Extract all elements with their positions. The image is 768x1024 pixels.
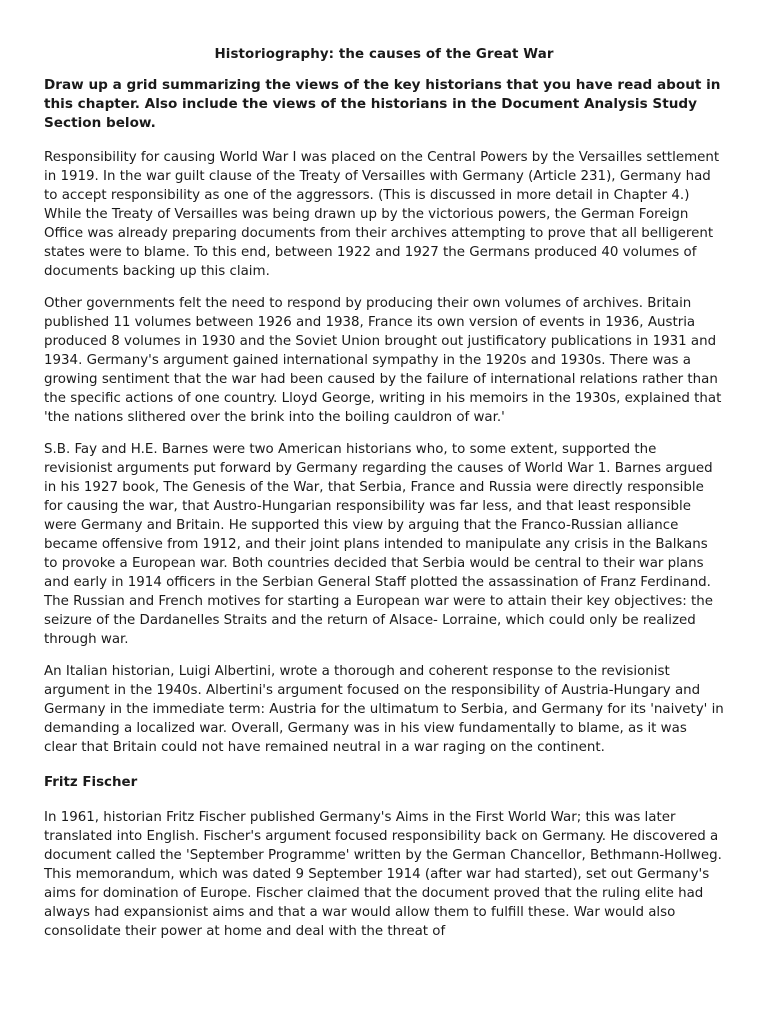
- page-title: Historiography: the causes of the Great War: [214, 47, 554, 62]
- paragraph-albertini: An Italian historian, Luigi Albertini, wrote a thorough and coherent response to the revisionist argument in the 1940s. Albertini's argument focused on the responsibility of Austria-Hungary and Germany in the immediate term: Austria for the ultimatum to Serbia, and Germany for its 'naivety' in demanding a localized war. Overall, Germany was in his view fundamentally to blame, as it was clear that Britain could not have remained neutral in a war raging on the continent.: [44, 663, 724, 755]
- paragraph-versailles: Responsibility for causing World War I was placed on the Central Powers by the Versailles settlement in 1919. In the war guilt clause of the Treaty of Versailles with Germany (Article 231), Germany had to accept responsibility as one of the aggressors. (This is discussed in more detail in Chapter 4.) While the Treaty of Versailles was being drawn up by the victorious powers, the German Foreign Office was already preparing documents from their archives attempting to prove that all belligerent states were to blame. To this end, between 1922 and 1927 the Germans produced 40 volumes of documents backing up this claim.: [44, 149, 720, 279]
- instruction-text: Draw up a grid summarizing the views of the key historians that you have read about in this chapter. Also include the views of the historians in the Document Analysis Study Section below.: [44, 77, 721, 132]
- paragraph-fay-barnes: S.B. Fay and H.E. Barnes were two American historians who, to some extent, supported the revisionist arguments put forward by Germany regarding the causes of World War 1. Barnes argued in his 1927 book, The Genesis of the War, that Serbia, France and Russia were directly responsible for causing the war, that Austro-Hungarian responsibility was far less, and that least responsible were Germany and Britain. He supported this view by arguing that the Franco-Russian alliance became offensive from 1912, and their joint plans intended to manipulate any crisis in the Balkans to provoke a European war. Both countries decided that Serbia would be central to their war plans and early in 1914 officers in the Serbian General Staff plotted the assassination of Franz Ferdinand. The Russian and French motives for starting a European war were to attain their key objectives: the seizure of the Dardanelles Straits and the return of Alsace- Lorraine, which could only be realized through war.: [44, 441, 714, 647]
- paragraph-fischer: In 1961, historian Fritz Fischer published Germany's Aims in the First World War; this was later translated into English. Fischer's argument focused responsibility back on Germany. He discovered a document called the 'September Programme' written by the German Chancellor, Bethmann-Hollweg. This memorandum, which was dated 9 September 1914 (after war had started), set out Germany's aims for domination of Europe. Fischer claimed that the document proved that the ruling elite had always had expansionist aims and that a war would allow them to fulfill these. War would also consolidate their power at home and deal with the threat of: [44, 809, 722, 939]
- section-heading-fischer: Fritz Fischer: [44, 774, 138, 790]
- paragraph-archives: Other governments felt the need to respond by producing their own volumes of archives. Britain published 11 volumes between 1926 and 1938, France its own version of events in 1936, Austria produced 8 volumes in 1930 and the Soviet Union brought out justificatory publications in 1931 and 1934. Germany's argument gained international sympathy in the 1920s and 1930s. There was a growing sentiment that the war had been caused by the failure of international relations rather than the specific actions of one country. Lloyd George, writing in his memoirs in the 1930s, explained that 'the nations slithered over the brink into the boiling cauldron of war.': [44, 295, 722, 425]
